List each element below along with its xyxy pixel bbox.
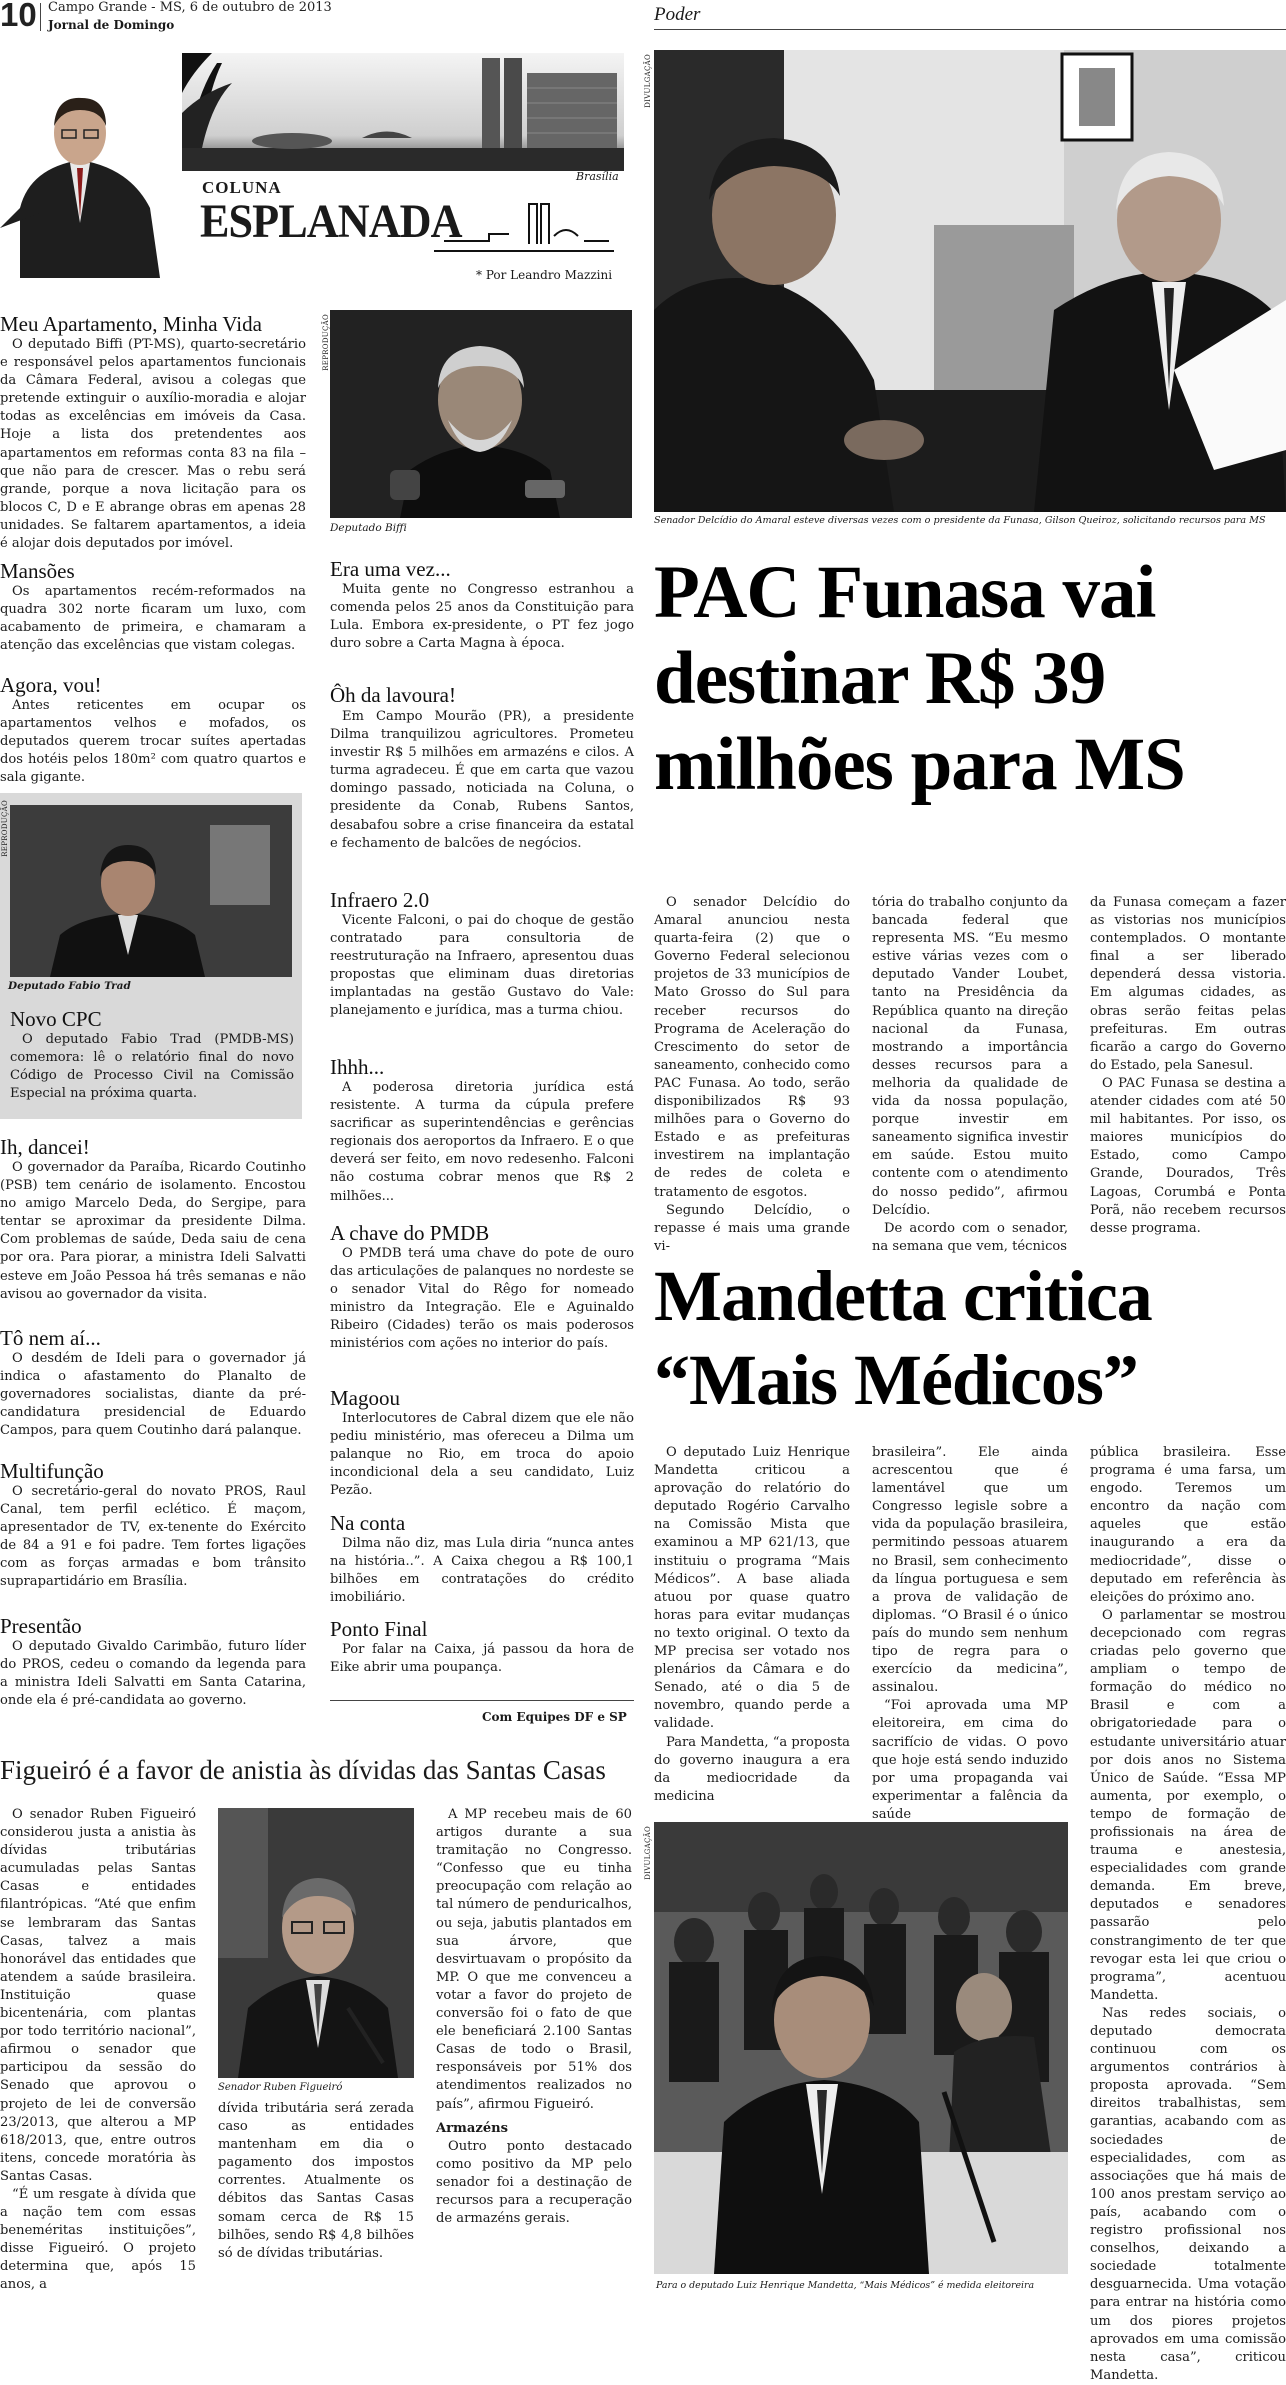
note-title-ponto-final: Ponto Final (330, 1617, 428, 1641)
figueiro-col-1: O senador Ruben Figueiró considerou justa a anistia às dívidas tributárias acumuladas pelas Santas Casas e entidades filantrópicas. “Até que enfim se lembraram das Santas Casas, talvez a mais honorável das entidades que atendem a saúde brasileira. Instituição quase bicentenária, com plantas por todo território nacional”, afirmou o senador que participou da sessão do Senado que aprovou o projeto de lei de conversão 23/2013, que alterou a MP 618/2013, que, entre outros itens, concede moratória às Santas Casas. “É um resgate à dívida que a nação tem com essas beneméritas instituições”, disse Figueiró. O projeto determina que, após 15 anos, a (0, 1807, 196, 2293)
note-title-presentao: Presentão (0, 1614, 82, 1638)
note-title-oh-da-lavoura: Ôh da lavoura! (330, 683, 456, 707)
mandetta-headline-line2: “Mais Médicos” (654, 1340, 1138, 1420)
mandetta-col-3: pública brasileira. Esse programa é uma farsa, um engodo. Teremos um encontro da nação com aqueles que estão inaugurando a era da mediocridade”, disse o deputado em referência às eleições do próximo ano. O parlamentar se mostrou decepcionado com regras criadas pelo governo que ampliam o tempo de formação do médico no Brasil e com a obrigatoriedade para o estudante universitário atuar por dois anos no Sistema Único de Saúde. “Essa MP aumenta, por exemplo, o tempo de formação de profissionais na área de trauma e anestesia, especialidades com grande demanda. Em breve, deputados e senadores passarão pelo constrangimento de ter que revogar esta lei que criou o programa”, acentuou Mandetta. Nas redes sociais, o deputado democrata continuou com os argumentos contrários à proposta aprovada. “Sem direitos trabalhistas, sem garantias, acabando com as sociedades de especialidades, com as associações que há mais de 100 anos prestam serviço ao país, acabando com o registro profissional nos conselhos, deixando a sociedade totalmente desguarnecida. Uma votação para entrar na história como um dos piores projetos aprovados em uma comissão nesta casa”, criticou Mandetta. (1090, 1445, 1286, 2383)
note-title-apartamento: Meu Apartamento, Minha Vida (0, 312, 262, 336)
note-title-na-conta: Na conta (330, 1511, 406, 1535)
pac-headline-line3: milhões para MS (654, 723, 1185, 806)
column-signoff: Com Equipes DF e SP (482, 1710, 627, 1724)
note-body-to-nem-ai: O desdém de Ideli para o governador já indica o afastamento do Planalto de governadores socialistas, diante da pré-candidatura presidencial de Eduardo Campos, para quem Coutinho dará palanque. (0, 1351, 306, 1439)
note-title-infraero: Infraero 2.0 (330, 888, 430, 912)
column-name: ESPLANADA (200, 195, 462, 248)
figueiro-col-3: A MP recebeu mais de 60 artigos durante a sua tramitação no Congresso. “Confesso que eu tinha preocupação com relação ao tal número de penduricalhos, ou seja, jabutis plantados em sua árvore, que desvirtuavam o propósito da MP. O que me convenceu a votar a favor do projeto de conversão foi o fato de que ele beneficiará 2.100 Santas Casas de todo o Brasil, responsáveis por 51% dos atendimentos realizados no país”, afirmou Figueiró. Armazéns Outro ponto destacado como positivo da MP pelo senador foi a destinação de recursos para a recuperação de armazéns gerais. (436, 1807, 632, 2227)
paper-name: Jornal de Domingo (48, 18, 175, 32)
note-title-agora: Agora, vou! (0, 673, 102, 697)
pac-col-3: da Funasa começam a fazer as vistorias nos municípios contemplados. O montante final a ser liberado dependerá dessa vistoria. Em algumas cidades, as obras serão feitas pelas prefeituras. Em outras ficarão a cargo do Governo do Estado, pela Sanesul. O PAC Funasa se destina a atender cidades com até 50 mil habitantes. Por isso, os maiores municípios do Estado, como Campo Grande, Dourados, Três Lagoas, Corumbá e Ponta Porã, não recebem recursos desse programa. (1090, 895, 1286, 1236)
pac-headline-line2: destinar R$ 39 (654, 637, 1106, 720)
note-body-apartamento: O deputado Biffi (PT-MS), quarto-secretário e responsável pelos apartamentos funcionais da Câmara Federal, avisou a colegas que pretende extinguir o auxílio-moradia e alojar todas as excelências em imóveis da Casa. Hoje a lista dos pretendentes aos apartamentos em reformas conta 83 na fila – que não para de crescer. Mas o rebu será grande, porque a nova licitação para os blocos C, D e E abrange obras em apenas 28 unidades. Se faltarem apartamentos, a ideia é alojar dois deputados por imóvel. (0, 337, 306, 552)
note-title-chave-pmdb: A chave do PMDB (330, 1221, 490, 1245)
note-title-to-nem-ai: Tô nem aí... (0, 1326, 101, 1350)
page-number: 10 (0, 0, 37, 33)
fabio-trad-caption: Deputado Fabio Trad (8, 980, 131, 992)
header-rule (654, 29, 1286, 30)
note-body-chave-pmdb: O PMDB terá uma chave do pote de ouro das articulações de palanques no nordeste se o senador Vital do Rêgo for nomeado ministro da Integração. Ele e Aguinaldo Ribeiro (Cidades) terão os mais poderosos ministérios com ações no interior do país. (330, 1246, 634, 1352)
figueiro-photo (218, 1808, 414, 2078)
pac-col-1: O senador Delcídio do Amaral anunciou nesta quarta-feira (2) que o Governo Federal selecionou projetos de 33 municípios de Mato Grosso do Sul para receber recursos do Programa de Aceleração do Crescimento do setor de saneamento, conhecido como PAC Funasa. Ao todo, serão disponibilizados R$ 93 milhões para o Governo do Estado e as prefeituras investirem na implantação de redes de coleta e tratamento de esgotos. Segundo Delcídio, o repasse é mais uma grande vi- (654, 895, 850, 1254)
photo-credit: DIVULGAÇÃO (644, 1826, 652, 1880)
pac-photo (654, 50, 1286, 512)
photo-credit: REPRODUÇÃO (1, 800, 9, 857)
note-title-novo-cpc: Novo CPC (10, 1007, 102, 1031)
photo-credit: DIVULGAÇÃO (644, 54, 652, 108)
pac-col-2: tória do trabalho conjunto da bancada federal que representa MS. “Eu mesmo estive várias vezes com o deputado Vander Loubet, tanto na Presidência da República quanto na direção nacional da Funasa, mostrando a importância desses recursos para a melhoria da qualidade de vida da nossa população, porque investir em saneamento significa investir em saúde. Estou muito contente com o atendimento do nosso pedido”, afirmou Delcídio. De acordo com o senador, na semana que vem, técnicos (872, 895, 1068, 1254)
dateline: Campo Grande - MS, 6 de outubro de 2013 (48, 0, 332, 15)
figueiro-caption: Senador Ruben Figueiró (218, 2082, 343, 2093)
note-title-era-uma-vez: Era uma vez... (330, 557, 451, 581)
note-body-agora: Antes reticentes em ocupar os apartamentos velhos e mofados, os deputados querem trocar suítes apertadas dos hotéis pelos 180m² com quatro quartos e sala gigante. (0, 698, 306, 786)
note-title-multifuncao: Multifunção (0, 1459, 104, 1483)
fabio-trad-photo (10, 805, 292, 977)
note-body-ihhh: A poderosa diretoria jurídica está resistente. A turma da cúpula prefere sacrificar as superintendências e gerências regionais dos aeroportos da Infraero. E o que deverá ser feito, em novo redesenho. Falconi não costuma cobrar menos que R$ 2 milhões... (330, 1080, 634, 1204)
note-body-infraero: Vicente Falconi, o pai do choque de gestão contratado para consultoria de reestruturação na Infraero, apresentou duas propostas que eliminam duas diretorias implantadas na gestão Gustavo do Vale: planejamento e jurídica, mas a turma chiou. (330, 913, 634, 1019)
note-body-magoou: Interlocutores de Cabral dizem que ele não pediu ministério, mas ofereceu a Dilma um palanque no Rio, em troca do apoio incondicional dela a seu candidato, Luiz Pezão. (330, 1411, 634, 1499)
note-body-era-uma-vez: Muita gente no Congresso estranhou a comenda pelos 25 anos da Constituição para Lula. Embora ex-presidente, o PT fez jogo duro sobre a Carta Magna à época. (330, 582, 634, 652)
note-body-ih-dancei: O governador da Paraíba, Ricardo Coutinho (PSB) tem cenário de isolamento. Encostou no amigo Marcelo Deda, do Sergipe, para tentar se aproximar da presidente Dilma. Com problemas de saúde, Deda saiu de cena por ora. Para piorar, a ministra Ideli Salvatti esteve em João Pessoa há três semanas e não avisou ao governador da visita. (0, 1160, 306, 1302)
note-body-novo-cpc: O deputado Fabio Trad (PMDB-MS) comemora: lê o relatório final do novo Código de Processo Civil na Comissão Especial na próxima quarta. (10, 1032, 294, 1102)
signoff-rule (330, 1700, 634, 1701)
biffi-photo (330, 310, 632, 518)
note-body-multifuncao: O secretário-geral do novato PROS, Raul Canal, tem perfil eclético. É maçom, apresentador de TV, ex-tenente do Exército de 84 a 91 e foi padre. Tem fortes ligações com as forças armadas e bom trânsito suprapartidário em Brasília. (0, 1484, 306, 1590)
note-title-ihhh: Ihhh... (330, 1055, 385, 1079)
figueiro-col-2: dívida tributária será zerada caso as entidades mantenham em dia o pagamento dos impostos correntes. Atualmente os débitos das Santas Casas somam cerca de R$ 15 bilhões, sendo R$ 4,8 bilhões só de dívidas tributárias. (218, 2101, 414, 2261)
mandetta-photo-caption: Para o deputado Luiz Henrique Mandetta, “Mais Médicos” é medida eleitoreira (656, 2280, 1035, 2291)
note-body-ponto-final: Por falar na Caixa, já passou da hora de Eike abrir uma poupança. (330, 1642, 634, 1676)
note-body-mansoes: Os apartamentos recém-reformados na quadra 302 norte ficaram um luxo, com acabamento de primeira, e chamaram a atenção das excelências que vistam colegas. (0, 584, 306, 654)
note-title-magoou: Magoou (330, 1386, 400, 1410)
photo-credit: REPRODUÇÃO (322, 314, 330, 371)
mandetta-headline-line1: Mandetta critica (654, 1256, 1152, 1336)
columnist-portrait (0, 48, 170, 278)
note-title-ih-dancei: Ih, dancei! (0, 1135, 90, 1159)
note-body-presentao: O deputado Givaldo Carimbão, futuro líder do PROS, cedeu o comando da legenda para a ministra Ideli Salvatti em Santa Catarina, onde ela é pré-candidata ao governo. (0, 1639, 306, 1709)
note-body-oh-da-lavoura: Em Campo Mourão (PR), a presidente Dilma tranquilizou agricultores. Prometeu investir R$ 5 milhões em armazéns e cilos. A turma agradeceu. É que em carta que vazou domingo passado, noticiada na Coluna, o presidente da Conab, Rubens Santos, desabafou sobre a crise financeira da estatal e fechamento de balcões de negócios. (330, 709, 634, 851)
mandetta-photo (654, 1822, 1068, 2274)
mandetta-col-2: brasileira”. Ele ainda acrescentou que é lamentável que um Congresso legisle sobre a vida da população brasileira, permitindo pessoas atuarem no Brasil, sem conhecimento da língua portuguesa e sem a prova de validação de diplomas. “O Brasil é o único país do mundo sem nenhum tipo de regra para o exercício da medicina”, assinalou. “Foi aprovada uma MP eleitoreira, em cima do sacrifício de vidas. O povo que hoje está sendo induzido por uma propaganda vai experimentar a falência da saúde (872, 1445, 1068, 1822)
column-city: Brasília (576, 170, 619, 183)
figueiro-subhead: Armazéns (436, 2120, 509, 2136)
note-body-na-conta: Dilma não diz, mas Lula diria “nunca antes na história..”. A Caixa chegou a R$ 100,1 bilhões em contratações do crédito imobiliário. (330, 1536, 634, 1606)
pac-photo-caption: Senador Delcídio do Amaral esteve diversas vezes com o presidente da Funasa, Gilson Queiroz, solicitando recursos para MS (654, 515, 1266, 526)
pac-headline-line1: PAC Funasa vai (654, 551, 1156, 634)
biffi-caption: Deputado Biffi (330, 522, 407, 534)
brasilia-photo (182, 53, 624, 171)
mandetta-col-1: O deputado Luiz Henrique Mandetta criticou a aprovação do relatório do deputado Rogério Carvalho na Comissão Mista que examinou a MP 621/13, que instituiu o programa “Mais Médicos”. A base aliada atuou por quase quatro horas para evitar mudanças no texto original. O texto da MP precisa ser votado nos plenários da Câmara e do Senado, até o dia 5 de novembro, quando perde a validade. Para Mandetta, “a proposta do governo inaugura a era da mediocridade da medicina (654, 1445, 850, 1804)
column-byline: * Por Leandro Mazzini (476, 268, 613, 282)
column-label: COLUNA (202, 178, 282, 197)
note-title-mansoes: Mansões (0, 559, 75, 583)
figueiro-headline: Figueiró é a favor de anistia às dívidas das Santas Casas (0, 1755, 606, 1785)
section-name: Poder (654, 4, 701, 25)
header-divider (40, 3, 41, 31)
congress-line-art (434, 196, 614, 260)
